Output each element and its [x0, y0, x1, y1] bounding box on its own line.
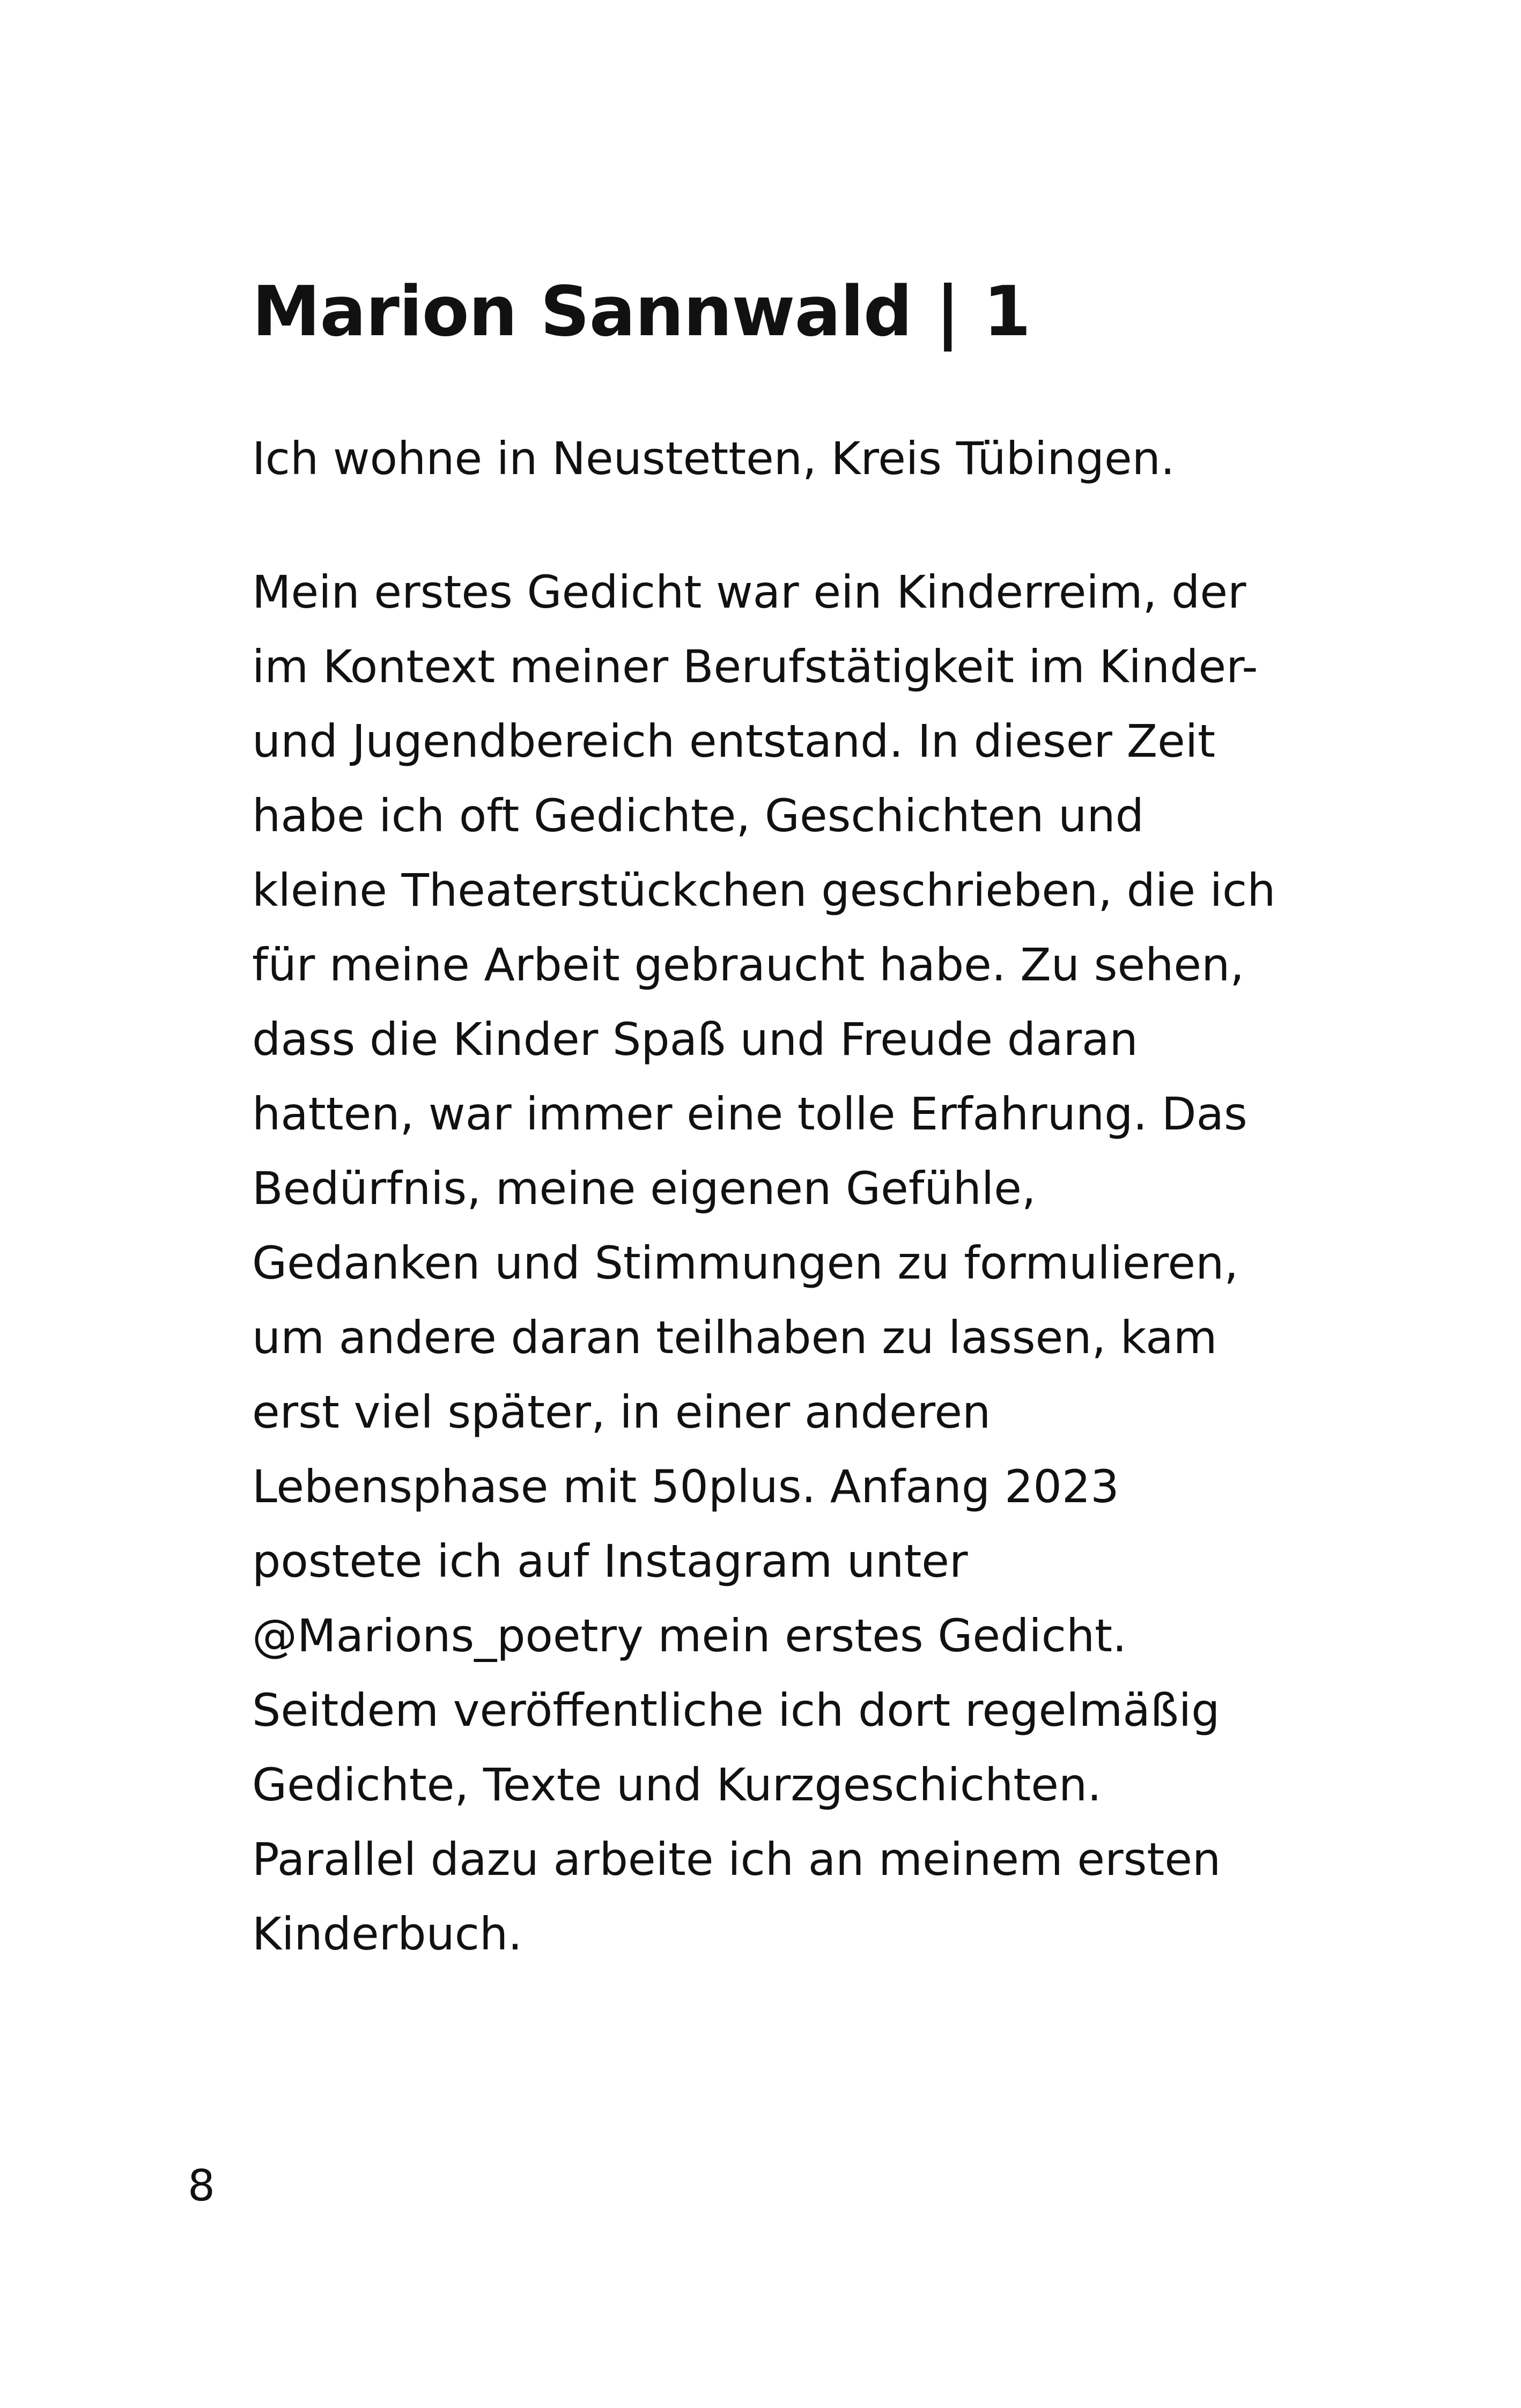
text-line: Parallel dazu arbeite ich an meinem ersten [252, 1833, 1221, 1886]
text-line: im Kontext meiner Berufstätigkeit im Kinder- [252, 640, 1258, 693]
text-line: und Jugendbereich entstand. In dieser Zeit [252, 715, 1216, 767]
intro-paragraph: Ich wohne in Neustetten, Kreis Tübingen. [252, 432, 1175, 485]
text-line: für meine Arbeit gebraucht habe. Zu sehen, [252, 939, 1245, 991]
page-number: 8 [188, 2161, 215, 2211]
text-line: Bedürfnis, meine eigenen Gefühle, [252, 1162, 1036, 1215]
biography-paragraph [252, 555, 1298, 1971]
text-line: dass die Kinder Spaß und Freude daran [252, 1013, 1138, 1066]
text-line: Mein erstes Gedicht war ein Kinderreim, der [252, 566, 1246, 618]
text-line: kleine Theaterstückchen geschrieben, die ich [252, 864, 1276, 917]
text-line: erst viel später, in einer anderen [252, 1386, 991, 1438]
text-line: um andere daran teilhaben zu lassen, kam [252, 1311, 1217, 1364]
text-line: Seitdem veröffentliche ich dort regelmäßig [252, 1684, 1220, 1737]
text-line: @Marions_poetry mein erstes Gedicht. [252, 1609, 1127, 1662]
text-line: hatten, war immer eine tolle Erfahrung. Das [252, 1088, 1247, 1140]
text-line: Lebensphase mit 50plus. Anfang 2023 [252, 1460, 1119, 1513]
text-line: Gedichte, Texte und Kurzgeschichten. [252, 1759, 1102, 1811]
page-title: Marion Sannwald | 1 [252, 272, 1031, 352]
text-line: Kinderbuch. [252, 1908, 522, 1960]
text-line: habe ich oft Gedichte, Geschichten und [252, 789, 1144, 842]
text-line: Gedanken und Stimmungen zu formulieren, [252, 1237, 1239, 1289]
text-line: postete ich auf Instagram unter [252, 1535, 968, 1587]
